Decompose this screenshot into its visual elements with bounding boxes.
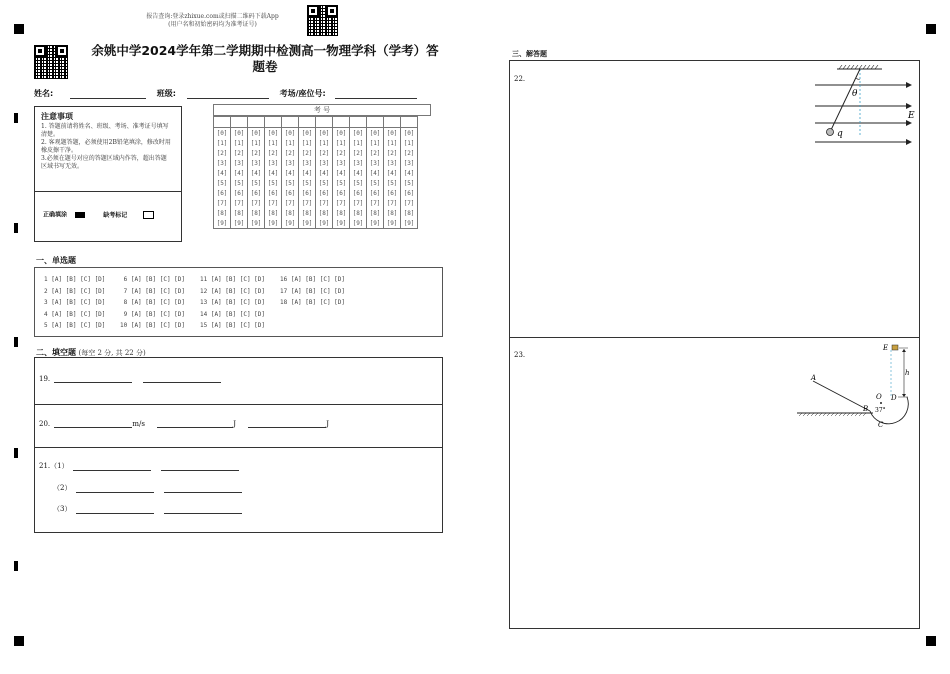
exam-number-bubble[interactable]: [7] [282,198,299,208]
fill-box [34,357,443,533]
exam-number-bubble[interactable]: [0] [265,128,282,139]
q23-D-label: D [891,394,897,402]
exam-number-bubble[interactable]: [6] [384,188,401,198]
exam-number-bubble[interactable]: [7] [333,198,350,208]
notes-box [34,106,182,242]
q23-E-label: E [883,344,889,352]
exam-number-bubble[interactable]: [1] [401,138,418,148]
q22-figure [810,65,920,155]
exam-number-bubble[interactable]: [2] [299,148,316,158]
exam-number-bubble[interactable]: [3] [384,158,401,168]
exam-number-bubble[interactable]: [1] [265,138,282,148]
exam-number-bubble[interactable]: [9] [265,218,282,229]
fill-heading: 二、填空题 [36,348,76,357]
mcq-column-3[interactable]: 11 [A] [B] [C] [D] 12 [A] [B] [C] [D] 13 [A] [B] [C] [D] 14 [A] [B] [C] [D] 15 [A] [B] [C] [D] [200,276,266,329]
exam-number-bubble[interactable]: [6] [350,188,367,198]
exam-number-bubble[interactable]: [5] [384,178,401,188]
exam-number-bubble[interactable]: [7] [231,198,248,208]
q20-label: 20. [39,420,51,428]
notes-item: 3.必须在题号对应的答题区域内作答，超出答题区域书写无效。 [41,155,167,170]
q20-blank-2[interactable] [157,418,233,428]
exam-number-bubble[interactable]: [0] [333,128,350,139]
exam-number-bubble[interactable]: [2] [231,148,248,158]
exam-number-bubble[interactable]: [7] [316,198,333,208]
exam-number-bubble[interactable]: [6] [333,188,350,198]
exam-number-bubble[interactable]: [6] [248,188,265,198]
exam-number-bubble[interactable]: [4] [367,168,384,178]
exam-number-bubble[interactable]: [0] [282,128,299,139]
exam-number-bubble[interactable]: [5] [350,178,367,188]
exam-number-bubble[interactable]: [6] [265,188,282,198]
exam-number-bubble[interactable]: [9] [299,218,316,229]
q23-A-label: A [811,374,817,382]
exam-number-bubble[interactable]: [7] [350,198,367,208]
exam-number-bubble[interactable]: [9] [401,218,418,229]
exam-number-bubble[interactable]: [1] [333,138,350,148]
answer-heading: 三、解答题 [512,50,547,58]
mcq-column-2[interactable]: 6 [A] [B] [C] [D] 7 [A] [B] [C] [D] 8 [A] [B] [C] [D] 9 [A] [B] [C] [D] 10 [A] [B] [C] [D] [120,276,186,329]
exam-number-bubble[interactable]: [3] [214,158,231,168]
exam-number-bubble[interactable]: [1] [299,138,316,148]
q21-3-blank-2[interactable] [164,504,242,514]
exam-number-bubble[interactable]: [4] [248,168,265,178]
exam-number-write-cell[interactable] [282,117,299,128]
exam-number-bubble[interactable]: [8] [401,208,418,218]
answer-divider [510,337,919,338]
exam-number-bubble[interactable]: [6] [367,188,384,198]
fill-divider [35,447,442,448]
correct-fill-label: 正确填涂 [43,211,68,219]
exam-number-bubble[interactable]: [6] [231,188,248,198]
exam-number-bubble[interactable]: [2] [265,148,282,158]
exam-number-bubble[interactable]: [4] [316,168,333,178]
exam-number-bubble[interactable]: [6] [282,188,299,198]
exam-number-write-cell[interactable] [299,117,316,128]
exam-number-bubble[interactable]: [5] [401,178,418,188]
exam-number-bubble[interactable]: [4] [333,168,350,178]
exam-number-grid [213,104,431,229]
exam-number-bubble[interactable]: [8] [299,208,316,218]
q22-theta-label: θ [852,89,858,99]
exam-number-bubble[interactable]: [6] [214,188,231,198]
room-label: 考场/座位号: [279,89,326,98]
mcq-box [34,267,443,337]
exam-number-bubble[interactable]: [7] [214,198,231,208]
exam-number-bubble[interactable]: [9] [367,218,384,229]
exam-number-table [213,116,418,229]
exam-number-bubble[interactable]: [5] [333,178,350,188]
exam-number-bubble[interactable]: [9] [316,218,333,229]
q20-unit-1: m/s [132,420,145,428]
exam-number-bubble[interactable]: [7] [248,198,265,208]
notes-item: 2. 客观题答题，必须使用2B铅笔填涂，修改时用橡皮擦干净。 [41,139,171,154]
exam-number-bubble[interactable]: [1] [214,138,231,148]
exam-number-bubble[interactable]: [3] [231,158,248,168]
absent-mark-box[interactable] [143,211,154,219]
student-qr-code [34,45,68,79]
notes-divider [35,191,181,192]
fill-divider [35,404,442,405]
exam-number-bubble[interactable]: [8] [367,208,384,218]
corner-mark-bl [14,636,24,646]
exam-number-bubble[interactable]: [1] [350,138,367,148]
exam-number-bubble[interactable]: [6] [316,188,333,198]
exam-number-bubble[interactable]: [2] [333,148,350,158]
q22-label: 22. [514,75,526,83]
exam-number-bubble[interactable]: [5] [248,178,265,188]
exam-number-bubble[interactable]: [2] [367,148,384,158]
exam-number-bubble[interactable]: [8] [231,208,248,218]
exam-number-bubble[interactable]: [2] [248,148,265,158]
exam-number-bubble[interactable]: [9] [248,218,265,229]
exam-number-write-cell[interactable] [333,117,350,128]
exam-number-write-cell[interactable] [367,117,384,128]
side-mark [14,448,18,458]
exam-number-bubble[interactable]: [3] [350,158,367,168]
exam-number-bubble[interactable]: [5] [367,178,384,188]
exam-number-bubble[interactable]: [0] [384,128,401,139]
exam-number-bubble[interactable]: [0] [231,128,248,139]
exam-number-bubble[interactable]: [7] [299,198,316,208]
exam-number-bubble[interactable]: [1] [316,138,333,148]
exam-number-bubble[interactable]: [4] [350,168,367,178]
exam-number-write-cell[interactable] [401,117,418,128]
answer-box [509,60,920,629]
q23-h-label: h [905,369,910,377]
q22-field-label: E [908,111,915,121]
exam-number-write-cell[interactable] [384,117,401,128]
exam-number-bubble[interactable]: [8] [265,208,282,218]
exam-number-bubble[interactable]: [2] [350,148,367,158]
exam-number-bubble[interactable]: [2] [316,148,333,158]
q21-2-blank-1[interactable] [76,483,154,493]
notes-heading: 注意事项 [41,112,73,121]
notes-item: 1. 答题前请将姓名、班级、考场、准考证号填写清楚。 [41,123,169,138]
exam-number-bubble[interactable]: [0] [299,128,316,139]
exam-number-bubble[interactable]: [2] [384,148,401,158]
class-field[interactable] [187,89,269,99]
exam-number-bubble[interactable]: [1] [231,138,248,148]
exam-number-bubble[interactable]: [3] [248,158,265,168]
corner-mark-tl [14,24,24,34]
corner-mark-br [926,636,936,646]
exam-number-write-cell[interactable] [231,117,248,128]
q21-2-label: （2） [53,484,72,492]
corner-mark-tr [926,24,936,34]
mcq-heading: 一、单选题 [36,256,76,265]
exam-number-bubble[interactable]: [2] [401,148,418,158]
exam-number-bubble[interactable]: [5] [282,178,299,188]
exam-number-bubble[interactable]: [9] [214,218,231,229]
q19-blank-2[interactable] [143,373,221,383]
exam-number-bubble[interactable]: [9] [231,218,248,229]
exam-number-bubble[interactable]: [3] [333,158,350,168]
exam-number-bubble[interactable]: [5] [231,178,248,188]
exam-number-bubble[interactable]: [1] [248,138,265,148]
exam-number-bubble[interactable]: [0] [248,128,265,139]
q19-row [39,373,221,383]
notes-list [41,123,171,171]
correct-fill-sample [75,212,85,218]
exam-number-write-cell[interactable] [214,117,231,128]
q20-unit-2: J [233,420,237,428]
exam-number-bubble[interactable]: [7] [384,198,401,208]
exam-number-bubble[interactable]: [8] [350,208,367,218]
exam-number-bubble[interactable]: [8] [316,208,333,218]
side-mark [14,561,18,571]
exam-number-bubble[interactable]: [9] [282,218,299,229]
exam-number-bubble[interactable]: [4] [282,168,299,178]
fill-legend [43,211,154,220]
student-info-row [34,88,417,99]
mcq-column-1[interactable]: 1 [A] [B] [C] [D] 2 [A] [B] [C] [D] 3 [A] [B] [C] [D] 4 [A] [B] [C] [D] 5 [A] [B] [C] [D] [44,276,106,329]
exam-number-bubble[interactable]: [6] [299,188,316,198]
exam-number-bubble[interactable]: [0] [350,128,367,139]
q21-1-blank-2[interactable] [161,461,239,471]
exam-number-bubble[interactable]: [0] [214,128,231,139]
q22-charge-label: q [837,129,843,139]
exam-number-bubble[interactable]: [8] [214,208,231,218]
exam-number-bubble[interactable]: [7] [367,198,384,208]
report-notice [130,13,295,29]
name-label: 姓名: [34,89,54,98]
exam-number-bubble[interactable]: [4] [384,168,401,178]
page-title-line2: 题卷 [252,59,278,74]
q23-figure [795,341,919,431]
q21-3-blank-1[interactable] [76,504,154,514]
exam-number-heading: 考 号 [213,104,431,116]
q21-row-2 [53,483,242,493]
exam-number-bubble[interactable]: [3] [282,158,299,168]
q20-blank-3[interactable] [248,418,326,428]
q23-angle-label: 37° [875,407,886,414]
exam-number-bubble[interactable]: [2] [214,148,231,158]
app-qr-code[interactable] [307,5,338,36]
exam-number-bubble[interactable]: [7] [401,198,418,208]
side-mark [14,337,18,347]
exam-number-bubble[interactable]: [1] [367,138,384,148]
report-notice-line2: (用户名和初始密码均为准考证号) [168,21,257,28]
q19-blank-1[interactable] [54,373,132,383]
exam-number-bubble[interactable]: [4] [299,168,316,178]
exam-number-bubble[interactable]: [9] [384,218,401,229]
q23-C-label: C [878,421,884,429]
exam-number-bubble[interactable]: [2] [282,148,299,158]
exam-number-write-cell[interactable] [316,117,333,128]
q23-label: 23. [514,351,526,359]
exam-number-bubble[interactable]: [8] [282,208,299,218]
exam-number-bubble[interactable]: [7] [265,198,282,208]
exam-number-bubble[interactable]: [5] [299,178,316,188]
exam-number-bubble[interactable]: [3] [265,158,282,168]
report-notice-line1: 报告查询:登录zhixue.com或扫描二维码下载App [146,13,279,20]
exam-number-bubble[interactable]: [5] [316,178,333,188]
q20-blank-1[interactable] [54,418,132,428]
exam-number-bubble[interactable]: [0] [401,128,418,139]
exam-number-bubble[interactable]: [0] [367,128,384,139]
page-title [80,43,450,75]
exam-number-bubble[interactable]: [3] [316,158,333,168]
fill-heading-note: (每空 2 分, 共 22 分) [78,349,146,357]
exam-number-bubble[interactable]: [6] [401,188,418,198]
q23-O-label: O [876,393,882,401]
exam-number-bubble[interactable]: [9] [333,218,350,229]
exam-number-bubble[interactable]: [3] [299,158,316,168]
exam-number-bubble[interactable]: [5] [214,178,231,188]
exam-number-write-cell[interactable] [265,117,282,128]
exam-number-bubble[interactable]: [8] [333,208,350,218]
q21-row-1 [39,461,239,471]
q21-row-3 [53,504,242,514]
exam-number-bubble[interactable]: [9] [350,218,367,229]
page-title-line1: 余姚中学2024学年第二学期期中检测高一物理学科（学考）答 [91,43,439,58]
exam-number-bubble[interactable]: [8] [248,208,265,218]
exam-number-bubble[interactable]: [4] [401,168,418,178]
exam-number-bubble[interactable]: [8] [384,208,401,218]
exam-number-write-cell[interactable] [350,117,367,128]
exam-number-bubble[interactable]: [4] [231,168,248,178]
exam-number-write-cell[interactable] [248,117,265,128]
q23-B-label: B [863,405,869,413]
exam-number-bubble[interactable]: [0] [316,128,333,139]
name-field[interactable] [70,89,146,99]
q21-3-label: （3） [53,505,72,513]
q20-row [39,418,329,428]
side-mark [14,113,18,123]
exam-number-bubble[interactable]: [5] [265,178,282,188]
class-label: 班级: [156,89,176,98]
exam-number-bubble[interactable]: [4] [265,168,282,178]
exam-number-bubble[interactable]: [3] [401,158,418,168]
exam-number-bubble[interactable]: [3] [367,158,384,168]
exam-number-bubble[interactable]: [1] [384,138,401,148]
q21-2-blank-2[interactable] [164,483,242,493]
q21-1-blank-1[interactable] [73,461,151,471]
q19-label: 19. [39,375,51,383]
mcq-column-4[interactable]: 16 [A] [B] [C] [D] 17 [A] [B] [C] [D] 18 [A] [B] [C] [D] [280,276,346,306]
q20-unit-3: J [326,420,330,428]
side-mark [14,223,18,233]
room-seat-field[interactable] [335,89,417,99]
exam-number-bubble[interactable]: [1] [282,138,299,148]
absent-mark-label: 缺考标记 [103,211,128,219]
q21-label: 21.（1） [39,462,69,470]
exam-number-bubble[interactable]: [4] [214,168,231,178]
